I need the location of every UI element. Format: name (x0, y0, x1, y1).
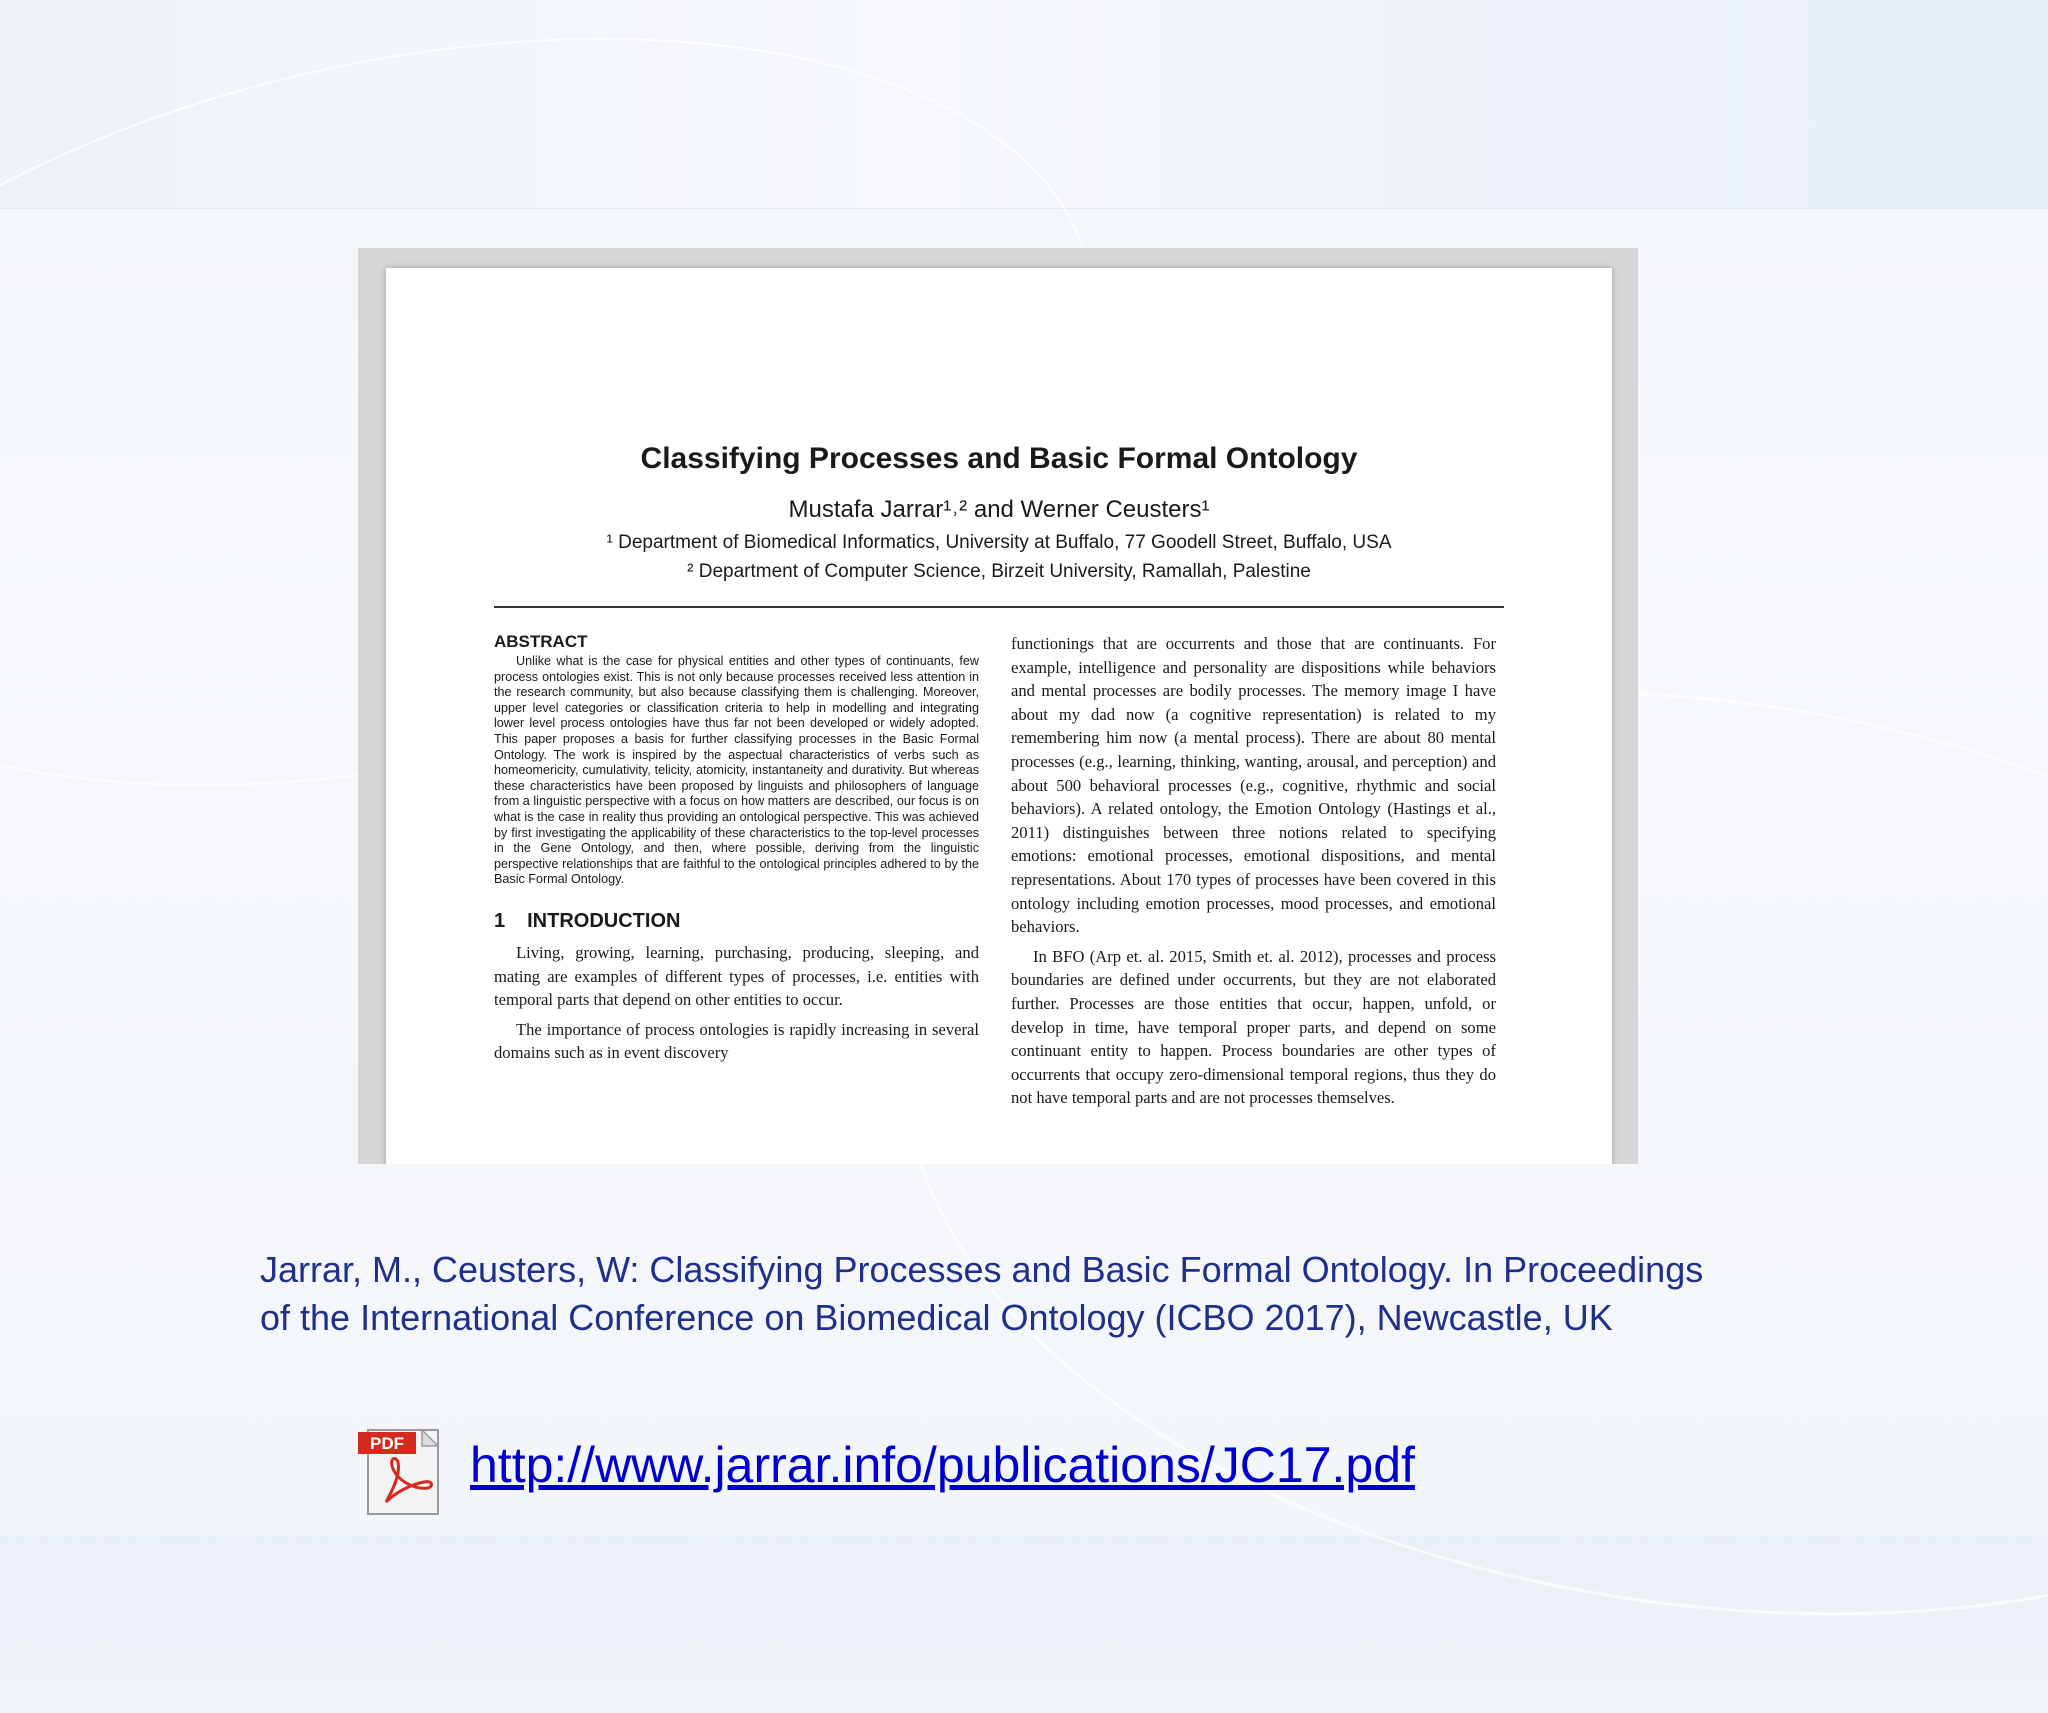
title-divider (494, 606, 1504, 608)
abstract-text: Unlike what is the case for physical entities and other types of continuants, few process ontologies exist. This is not only because processes received less attention in the research community, but also because classifying them is challenging. Moreover, upper level categories or classification criteria to help in modelling and integrating lower level process ontologies have thus far not been developed or widely adopted. This paper proposes a basis for further classifying processes in the Basic Formal Ontology. The work is inspired by the aspectual characteristics of verbs such as homeomericity, cumulativity, telicity, atomicity, instantaneity and durativity. But whereas these characteristics have been proposed by linguists and philosophers of language from a linguistic perspective with a focus on how matters are described, our focus is on what is the case in reality thus providing an ontological perspective. This was achieved by first investigating the applicability of these characteristics to the top-level processes in the Gene Ontology, and then, where possible, deriving from the linguistic perspective relationships that are faithful to the ontological principles adhered to by the Basic Formal Ontology. (494, 654, 979, 887)
paper-screenshot (358, 248, 1638, 1164)
intro-section-number: 1 (494, 909, 506, 932)
paper-left-column (494, 632, 979, 1071)
paper-authors: Mustafa Jarrar¹˒² and Werner Ceusters¹ (788, 496, 1210, 523)
citation-line-1: Jarrar, M., Ceusters, W: Classifying Processes and Basic Formal Ontology. In Proceedings (260, 1249, 1704, 1290)
intro-heading (494, 910, 979, 933)
body-paragraph: In BFO (Arp et. al. 2015, Smith et. al. 2012), processes and process boundaries are defined under occurrents, but they are not elaborated further. Processes are those entities that occur, happen, unfold, or develop in time, have temporal proper parts, and depend on some continuant entity to happen. Process boundaries are other types of occurrents that occupy zero-dimensional temporal regions, thus they do not have temporal parts and are not processes themselves. (1011, 946, 1496, 1108)
citation-line-2: of the International Conference on Biomedical Ontology (ICBO 2017), Newcastle, UK (260, 1297, 1613, 1338)
pdf-icon[interactable] (356, 1424, 450, 1518)
pdf-link[interactable]: http://www.jarrar.info/publications/JC17.pdf (470, 1437, 1415, 1493)
abstract-heading: ABSTRACT (494, 632, 588, 651)
pdf-icon-graphic (356, 1424, 450, 1518)
paper-right-column (1011, 632, 1496, 1116)
intro-heading-text: INTRODUCTION (527, 909, 681, 932)
paper-affiliation-1: ¹ Department of Biomedical Informatics, University at Buffalo, 77 Goodell Street, Buffalo, USA (606, 532, 1392, 553)
paper-title: Classifying Processes and Basic Formal Ontology (640, 442, 1358, 475)
pdf-icon-label: PDF (370, 1434, 404, 1453)
citation-text (260, 1246, 1900, 1342)
body-paragraph: functionings that are occurrents and those that are continuants. For example, intelligence and personality are dispositions while behaviors and mental processes are bodily processes. The memory image I have about my dad now (a cognitive representation) is related to my remembering him now (a mental process). There are about 80 mental processes (e.g., learning, thinking, wanting, arousal, and perception) and about 500 behavioral processes (e.g., cognitive, rhythmic and social behaviors). A related ontology, the Emotion Ontology (Hastings et al., 2011) distinguishes between three notions related to specifying emotions: emotional processes, emotional dispositions, and mental representations. About 170 types of processes have been covered in this ontology including emotion processes, mood processes, and emotional behaviors. (1011, 634, 1496, 937)
paper-page (386, 268, 1612, 1164)
paper-affiliation-2: ² Department of Computer Science, Birzeit University, Ramallah, Palestine (687, 561, 1311, 582)
intro-paragraph: The importance of process ontologies is rapidly increasing in several domains such as in event discovery (494, 1019, 979, 1063)
intro-paragraph: Living, growing, learning, purchasing, producing, sleeping, and mating are examples of different types of processes, i.e. entities with temporal parts that depend on other entities to occur. (494, 942, 979, 1010)
